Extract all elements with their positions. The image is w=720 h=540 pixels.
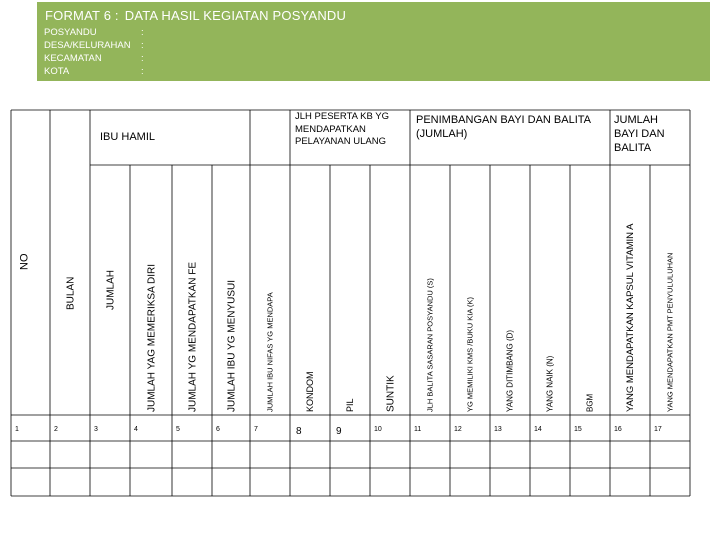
- column-number-7: 7: [254, 426, 258, 433]
- group-header-penimbangan: PENIMBANGAN BAYI DAN BALITA (JUMLAH): [416, 114, 591, 140]
- column-number-9: 9: [336, 426, 342, 437]
- group-header-ibu-hamil: IBU HAMIL: [100, 131, 156, 143]
- column-header-15: BGM: [585, 393, 595, 412]
- column-header-8: KONDOM: [305, 371, 315, 412]
- column-number-1: 1: [15, 426, 19, 433]
- field-value-posyandu[interactable]: :: [141, 27, 144, 38]
- column-number-10: 10: [374, 426, 382, 433]
- column-number-8: 8: [296, 426, 302, 437]
- column-header-1: NO: [18, 253, 31, 270]
- column-header-6: JUMLAH IBU YG MENYUSUI: [226, 279, 238, 412]
- column-number-6: 6: [216, 426, 220, 433]
- column-number-5: 5: [176, 426, 180, 433]
- column-number-12: 12: [454, 426, 462, 433]
- column-number-16: 16: [614, 426, 622, 433]
- column-header-10: SUNTIK: [385, 375, 397, 412]
- field-value-desa[interactable]: :: [141, 40, 144, 51]
- group-header-kb: JLH PESERTA KB YG MENDAPATKAN PELAYANAN ULANG: [295, 111, 389, 147]
- column-number-11: 11: [414, 426, 422, 433]
- field-value-kota[interactable]: :: [141, 66, 144, 77]
- format-label: FORMAT 6 :: [45, 8, 119, 23]
- column-number-13: 13: [494, 426, 502, 433]
- column-header-4: JUMLAH YAG MEMERIKSA DIRI: [146, 264, 158, 412]
- column-header-14: YANG NAIK (N): [545, 355, 555, 412]
- field-label-kota: KOTA: [44, 66, 70, 77]
- column-header-3: JUMLAH: [105, 269, 117, 310]
- field-label-desa: DESA/KELURAHAN: [44, 40, 131, 51]
- column-header-11: JLH BALITA SASARAN POSYANDU (S): [425, 278, 435, 412]
- column-header-17: YANG MENDAPATKAN PMT PENYULULUHAN: [665, 252, 675, 412]
- column-number-4: 4: [134, 426, 138, 433]
- column-number-15: 15: [574, 426, 582, 433]
- column-header-12: YG MEMILIKI KMS /BUKU KIA (K): [465, 296, 475, 412]
- column-header-2: BULAN: [65, 276, 77, 310]
- column-header-13: YANG DITIMBANG (D): [505, 329, 515, 412]
- column-number-2: 2: [54, 426, 58, 433]
- column-number-3: 3: [94, 426, 98, 433]
- form-title: DATA HASIL KEGIATAN POSYANDU: [124, 8, 347, 23]
- column-header-5: JUMLAH YG MENDAPATKAN FE: [187, 261, 199, 412]
- column-header-16: YANG MENDAPATKAN KAPSUL VITAMIN A: [625, 223, 637, 412]
- column-header-9: PIL: [345, 398, 355, 412]
- column-number-17: 17: [654, 426, 662, 433]
- column-header-7: JUMLAH IBU NIFAS YG MENDAPA: [265, 292, 275, 412]
- column-number-14: 14: [534, 426, 542, 433]
- field-value-kecamatan[interactable]: :: [141, 53, 144, 64]
- field-label-kecamatan: KECAMATAN: [44, 53, 102, 64]
- field-label-posyandu: POSYANDU: [44, 27, 97, 38]
- group-header-jumlah-bayi: JUMLAH BAYI DAN BALITA: [614, 114, 665, 154]
